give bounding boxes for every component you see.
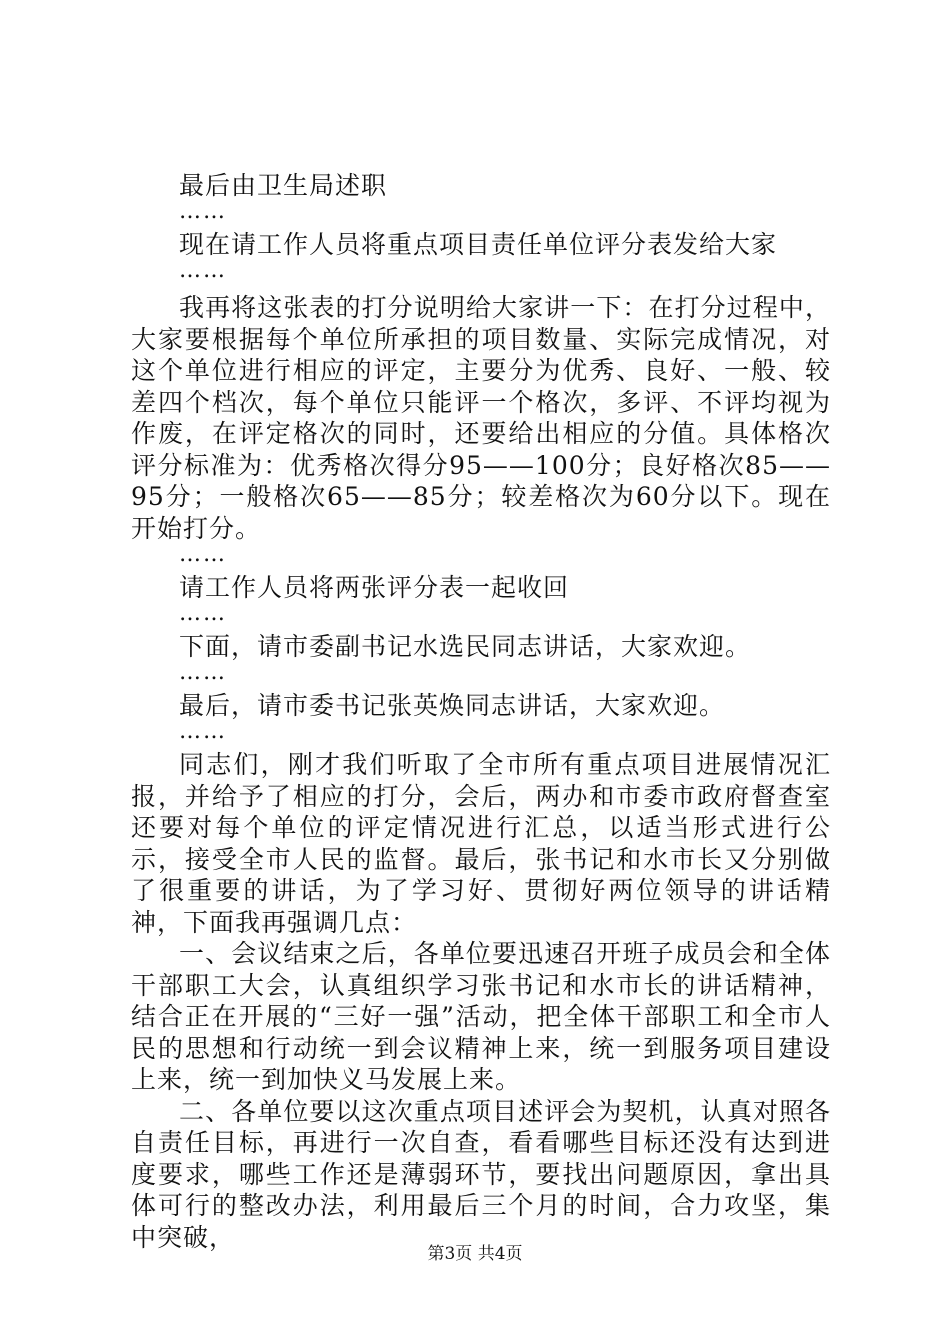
ellipsis-line: …… bbox=[179, 660, 227, 685]
text-line: 请工作人员将两张评分表一起收回 bbox=[179, 573, 570, 602]
ellipsis-line: …… bbox=[179, 542, 227, 567]
document-body bbox=[131, 170, 831, 1253]
ellipsis-line: …… bbox=[179, 719, 227, 744]
paragraph: 我再将这张表的打分说明给大家讲一下：在打分过程中，大家要根据每个单位所承担的项目数量、实际完成情况，对这个单位进行相应的评定，主要分为优秀、良好、一般、较差四个档次，每个单位只能评一个格次，多评、不评均视为作废，在评定格次的同时，还要给出相应的分值。具体格次评分标准为：优秀格次得分95——100分；良好格次85——95分；一般格次65——85分；较差格次为60分以下。现在开始打分。 bbox=[131, 293, 831, 543]
text-line: 最后，请市委书记张英焕同志讲话，大家欢迎。 bbox=[179, 691, 726, 720]
ellipsis-line: …… bbox=[179, 601, 227, 626]
text-line: 下面，请市委副书记水选民同志讲话，大家欢迎。 bbox=[179, 632, 752, 661]
paragraph: 一、会议结束之后，各单位要迅速召开班子成员会和全体干部职工大会，认真组织学习张书记和水市长的讲话精神，结合正在开展的“三好一强”活动，把全体干部职工和全市人民的思想和行动统一到会议精神上来，统一到服务项目建设上来，统一到加快义马发展上来。 bbox=[131, 939, 831, 1094]
page-number-footer: 第3页 共4页 bbox=[427, 1244, 523, 1264]
ellipsis-line: …… bbox=[179, 258, 227, 283]
paragraph: 同志们，刚才我们听取了全市所有重点项目进展情况汇报，并给予了相应的打分，会后，两办和市委市政府督查室还要对每个单位的评定情况进行汇总，以适当形式进行公示，接受全市人民的监督。最后，张书记和水市长又分别做了很重要的讲话，为了学习好、贯彻好两位领导的讲话精神，下面我再强调几点： bbox=[131, 750, 831, 937]
text-line: 现在请工作人员将重点项目责任单位评分表发给大家 bbox=[179, 230, 778, 259]
text-line: 最后由卫生局述职 bbox=[179, 171, 388, 200]
ellipsis-line: …… bbox=[179, 199, 227, 224]
paragraph: 二、各单位要以这次重点项目述评会为契机，认真对照各自责任目标，再进行一次自查，看看哪些目标还没有达到进度要求，哪些工作还是薄弱环节，要找出问题原因，拿出具体可行的整改办法，利用最后三个月的时间，合力攻坚，集中突破， bbox=[131, 1096, 831, 1252]
